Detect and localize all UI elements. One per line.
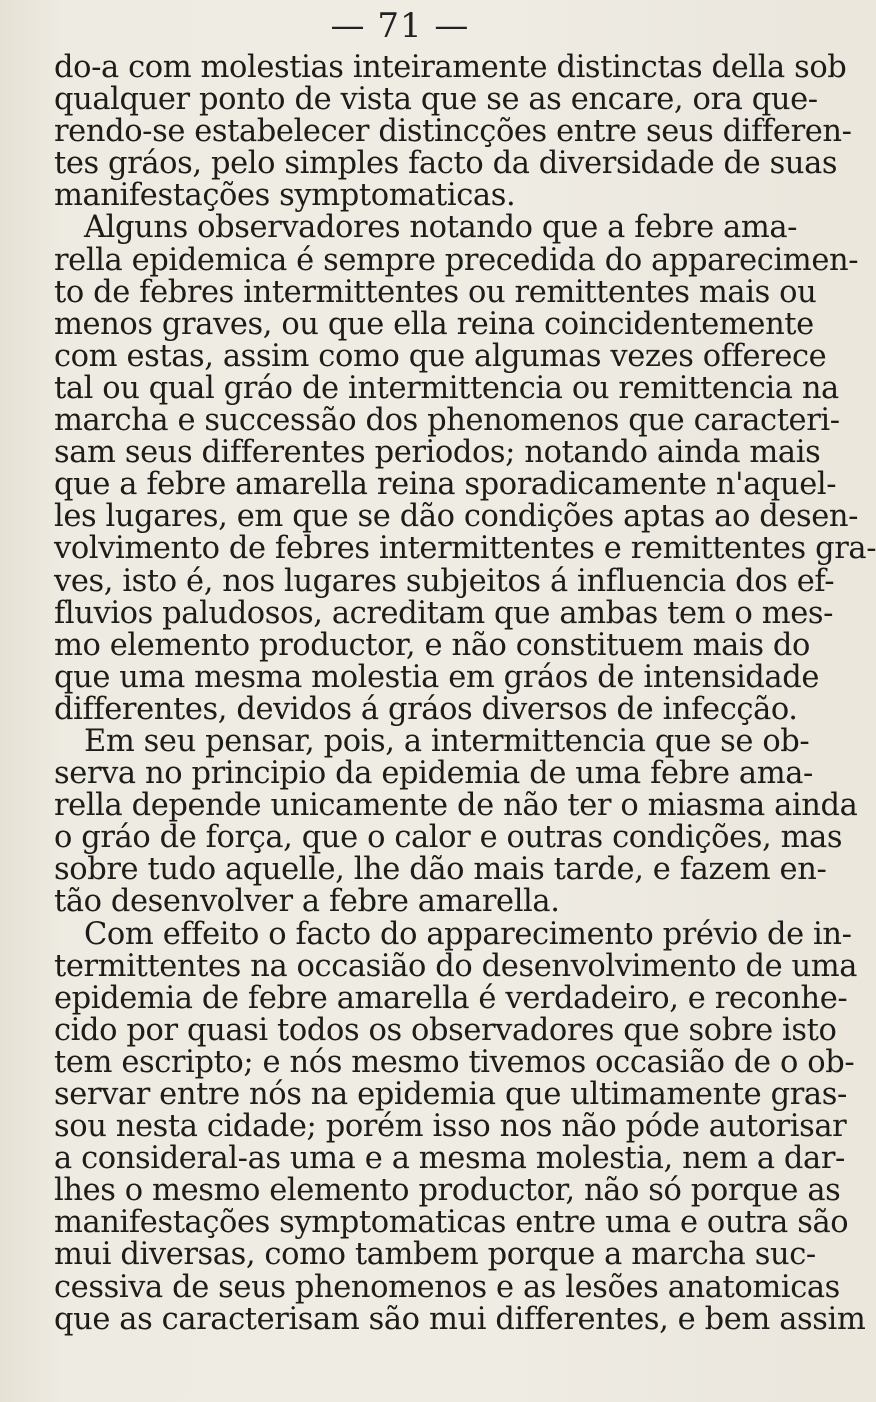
- text-line: sam seus differentes periodos; notando ainda mais: [54, 435, 821, 471]
- text-line: tal ou qual gráo de intermittencia ou remittencia na: [54, 370, 839, 406]
- text-line: Alguns observadores notando que a febre ama-: [84, 210, 798, 246]
- text-line: termittentes na occasião do desenvolvimento de uma: [54, 948, 858, 984]
- text-line: ves, isto é, nos lugares subjeitos á influencia dos ef-: [54, 563, 835, 599]
- text-line: rella epidemica é sempre precedida do apparecimen-: [54, 242, 859, 278]
- page-number: — 71 —: [330, 6, 470, 46]
- text-line: menos graves, ou que ella reina coincidentemente: [54, 306, 814, 342]
- text-line: qualquer ponto de vista que se as encare, ora que-: [54, 82, 818, 118]
- text-line: les lugares, em que se dão condições aptas ao desen-: [54, 499, 859, 535]
- text-line: manifestações symptomaticas.: [54, 178, 516, 214]
- text-line: servar entre nós na epidemia que ultimamente gras-: [54, 1077, 847, 1112]
- text-line: lhes o mesmo elemento productor, não só porque as: [54, 1173, 841, 1209]
- text-line: do-a com molestias inteiramente distinctas della sob: [54, 50, 847, 85]
- text-line: tem escripto; e nós mesmo tivemos occasião de o ob-: [54, 1044, 855, 1080]
- text-line: mui diversas, como tambem porque a marcha suc-: [54, 1237, 816, 1273]
- text-line: marcha e successão dos phenomenos que caracteri-: [54, 403, 840, 439]
- text-line: cido por quasi todos os observadores que sobre isto: [54, 1012, 837, 1048]
- text-line: differentes, devidos á gráos diversos de infecção.: [54, 691, 798, 727]
- text-line: manifestações symptomaticas entre uma e outra são: [54, 1205, 849, 1241]
- text-line: Em seu pensar, pois, a intermittencia que se ob-: [84, 723, 810, 759]
- text-line: a consideral-as uma e a mesma molestia, nem a dar-: [54, 1141, 845, 1177]
- text-line: rendo-se estabelecer distincções entre seus differen-: [54, 114, 852, 150]
- text-line: sou nesta cidade; porém isso nos não póde autorisar: [54, 1109, 847, 1145]
- text-line: mo elemento productor, e não constituem mais do: [54, 627, 810, 663]
- body-text: [54, 50, 876, 1337]
- text-line: cessiva de seus phenomenos e as lesões anatomicas: [54, 1269, 840, 1305]
- text-line: rella depende unicamente de não ter o miasma ainda: [54, 788, 858, 824]
- text-line: sobre tudo aquelle, lhe dão mais tarde, e fazem en-: [54, 852, 827, 888]
- text-line: volvimento de febres intermittentes e remittentes gra-: [54, 531, 876, 567]
- text-line: que a febre amarella reina sporadicamente n'aquel-: [54, 467, 837, 503]
- text-line: que uma mesma molestia em gráos de intensidade: [54, 659, 819, 695]
- text-line: tão desenvolver a febre amarella.: [54, 884, 560, 920]
- text-line: tes gráos, pelo simples facto da diversidade de suas: [54, 146, 838, 182]
- text-line: que as caracterisam são mui differentes, e bem assim: [54, 1301, 866, 1337]
- text-line: serva no principio da epidemia de uma febre ama-: [54, 756, 813, 792]
- text-line: fluvios paludosos, acreditam que ambas tem o mes-: [54, 595, 834, 631]
- text-line: Com effeito o facto do apparecimento prévio de in-: [84, 916, 852, 952]
- text-line: to de febres intermittentes ou remittentes mais ou: [54, 274, 817, 310]
- text-line: com estas, assim como que algumas vezes offerece: [54, 338, 827, 374]
- text-line: o gráo de força, que o calor e outras condições, mas: [54, 820, 843, 856]
- text-line: epidemia de febre amarella é verdadeiro, e reconhe-: [54, 980, 848, 1016]
